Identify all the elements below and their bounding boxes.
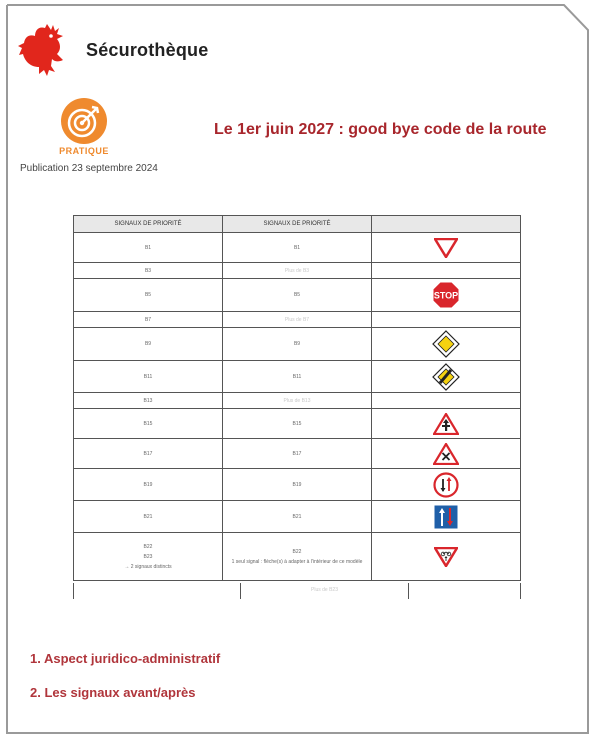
priority-intersection-icon (372, 409, 521, 439)
table-row (74, 409, 521, 439)
new-sign-code: B15 (223, 409, 372, 439)
priority-road-icon (372, 328, 521, 361)
brand-name: Sécurothèque (86, 40, 209, 60)
empty-sign-cell (372, 393, 521, 409)
new-sign-code: Plus de B3 (223, 263, 372, 279)
end-priority-road-icon (372, 361, 521, 393)
new-sign-code: B5 (223, 279, 372, 312)
table-rule (520, 583, 521, 599)
give-way-oncoming-icon (372, 469, 521, 501)
table-row (74, 501, 521, 533)
new-sign-code (223, 533, 372, 581)
column-header (372, 216, 521, 233)
table-rule (408, 583, 409, 599)
old-sign-code: B9 (74, 328, 223, 361)
new-sign-code: Plus de B7 (223, 312, 372, 328)
yield-icon (372, 233, 521, 263)
badge-label: PRATIQUE (59, 146, 109, 156)
old-sign-code: B7 (74, 312, 223, 328)
old-sign-code: B17 (74, 439, 223, 469)
new-sign-note: 1 seul signal : flèche(s) à adapter à l'intérieur de ce modèle (231, 558, 363, 565)
new-sign-code: B21 (223, 501, 372, 533)
stop-icon (372, 279, 521, 312)
table-row (74, 533, 521, 581)
priority-signs-table (73, 215, 521, 581)
old-sign-code: B19 (74, 469, 223, 501)
old-sign-code-line: B22 (143, 543, 153, 550)
old-sign-code: B15 (74, 409, 223, 439)
table-row (74, 361, 521, 393)
old-sign-code: B13 (74, 393, 223, 409)
old-sign-note: → 2 signaux distincts (124, 563, 172, 570)
article-title: Le 1er juin 2027 : good bye code de la route (214, 121, 547, 138)
empty-sign-cell (372, 312, 521, 328)
target-icon (61, 98, 107, 144)
new-sign-code-line: B22 (292, 548, 302, 555)
column-header: SIGNAUX DE PRIORITÉ (74, 216, 223, 233)
new-sign-code: B1 (223, 233, 372, 263)
old-sign-code: B1 (74, 233, 223, 263)
new-sign-code: B19 (223, 469, 372, 501)
table-row (74, 469, 521, 501)
old-sign-code: B21 (74, 501, 223, 533)
continuation-text: Plus de B23 (311, 587, 338, 593)
rooster-logo-icon (17, 22, 69, 78)
yield-bicycle-icon (372, 533, 521, 581)
publication-date: Publication 23 septembre 2024 (20, 163, 158, 174)
stop-sign-text: STOP (433, 290, 459, 301)
table-rule (73, 583, 74, 599)
table-row (74, 233, 521, 263)
old-sign-code: B5 (74, 279, 223, 312)
intersection-priority-right-icon (372, 439, 521, 469)
table-row (74, 328, 521, 361)
empty-sign-cell (372, 263, 521, 279)
section-link-signaux[interactable]: 2. Les signaux avant/après (30, 685, 196, 700)
new-sign-code: B17 (223, 439, 372, 469)
new-sign-code: B9 (223, 328, 372, 361)
old-sign-code: B11 (74, 361, 223, 393)
old-sign-code: B3 (74, 263, 223, 279)
old-sign-code (74, 533, 223, 581)
table-continuation (73, 583, 521, 599)
table-row (74, 393, 521, 409)
table-row (74, 439, 521, 469)
table-row (74, 263, 521, 279)
section-link-aspect-juridique[interactable]: 1. Aspect juridico-administratif (30, 651, 221, 666)
priority-over-oncoming-icon (372, 501, 521, 533)
new-sign-code: Plus de B13 (223, 393, 372, 409)
table-row (74, 312, 521, 328)
old-sign-code-line: B23 (143, 553, 153, 560)
table-header-row (74, 216, 521, 233)
column-header: SIGNAUX DE PRIORITÉ (223, 216, 372, 233)
new-sign-code: B11 (223, 361, 372, 393)
pratique-badge (58, 98, 110, 156)
table-row (74, 279, 521, 312)
